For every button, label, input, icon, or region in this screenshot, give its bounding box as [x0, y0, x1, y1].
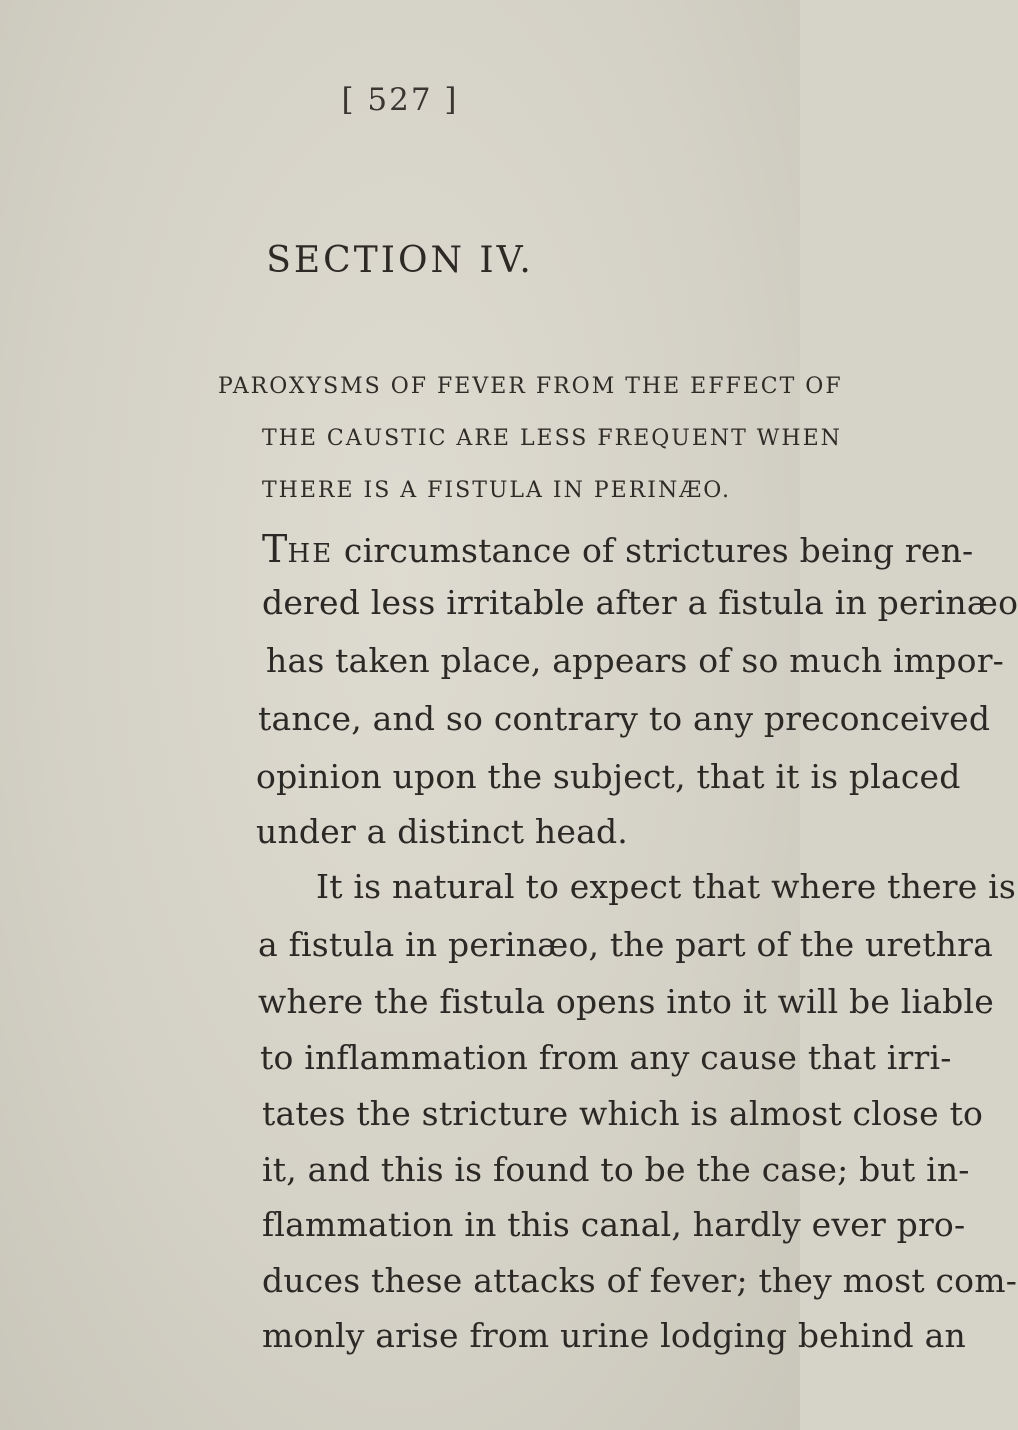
section-subtitle-line-3: THERE IS A FISTULA IN PERINÆO. [262, 478, 731, 503]
paragraph-1-line-6: under a distinct head. [256, 812, 628, 851]
paragraph-2-line-1: It is natural to expect that where there is [316, 867, 1017, 906]
drop-letter: T [262, 527, 288, 571]
paragraph-2-line-5: tates the stricture which is almost close to [262, 1094, 984, 1133]
paragraph-2-line-9: monly arise from urine lodging behind an [262, 1316, 966, 1355]
section-subtitle-line-1: PAROXYSMS OF FEVER FROM THE EFFECT OF [218, 374, 843, 399]
paragraph-1-line-2: dered less irritable after a fistula in perinæo [262, 583, 1018, 622]
paragraph-2-line-3: where the fistula opens into it will be liable [258, 982, 994, 1021]
paragraph-1-line-5: opinion upon the subject, that it is placed [256, 757, 961, 796]
section-subtitle-line-2: THE CAUSTIC ARE LESS FREQUENT WHEN [262, 426, 842, 451]
section-heading: SECTION IV. [266, 240, 534, 281]
paragraph-2-line-6: it, and this is found to be the case; but in- [262, 1150, 970, 1189]
paragraph-2-line-2: a fistula in perinæo, the part of the urethra [258, 925, 993, 964]
paragraph-1-line-3: has taken place, appears of so much impor- [266, 641, 1005, 680]
paragraph-2-line-8: duces these attacks of fever; they most com- [262, 1261, 1018, 1300]
first-word-rest: HE [287, 539, 334, 569]
page-number: [ 527 ] [341, 82, 459, 118]
paragraph-1-line-4: tance, and so contrary to any preconceived [258, 699, 991, 738]
paragraph-2-line-4: to inflammation from any cause that irri- [260, 1038, 952, 1077]
line-text: circumstance of strictures being ren- [343, 531, 974, 570]
paragraph-1-line-1 [262, 527, 973, 571]
paragraph-2-line-7: flammation in this canal, hardly ever pro- [262, 1205, 966, 1244]
